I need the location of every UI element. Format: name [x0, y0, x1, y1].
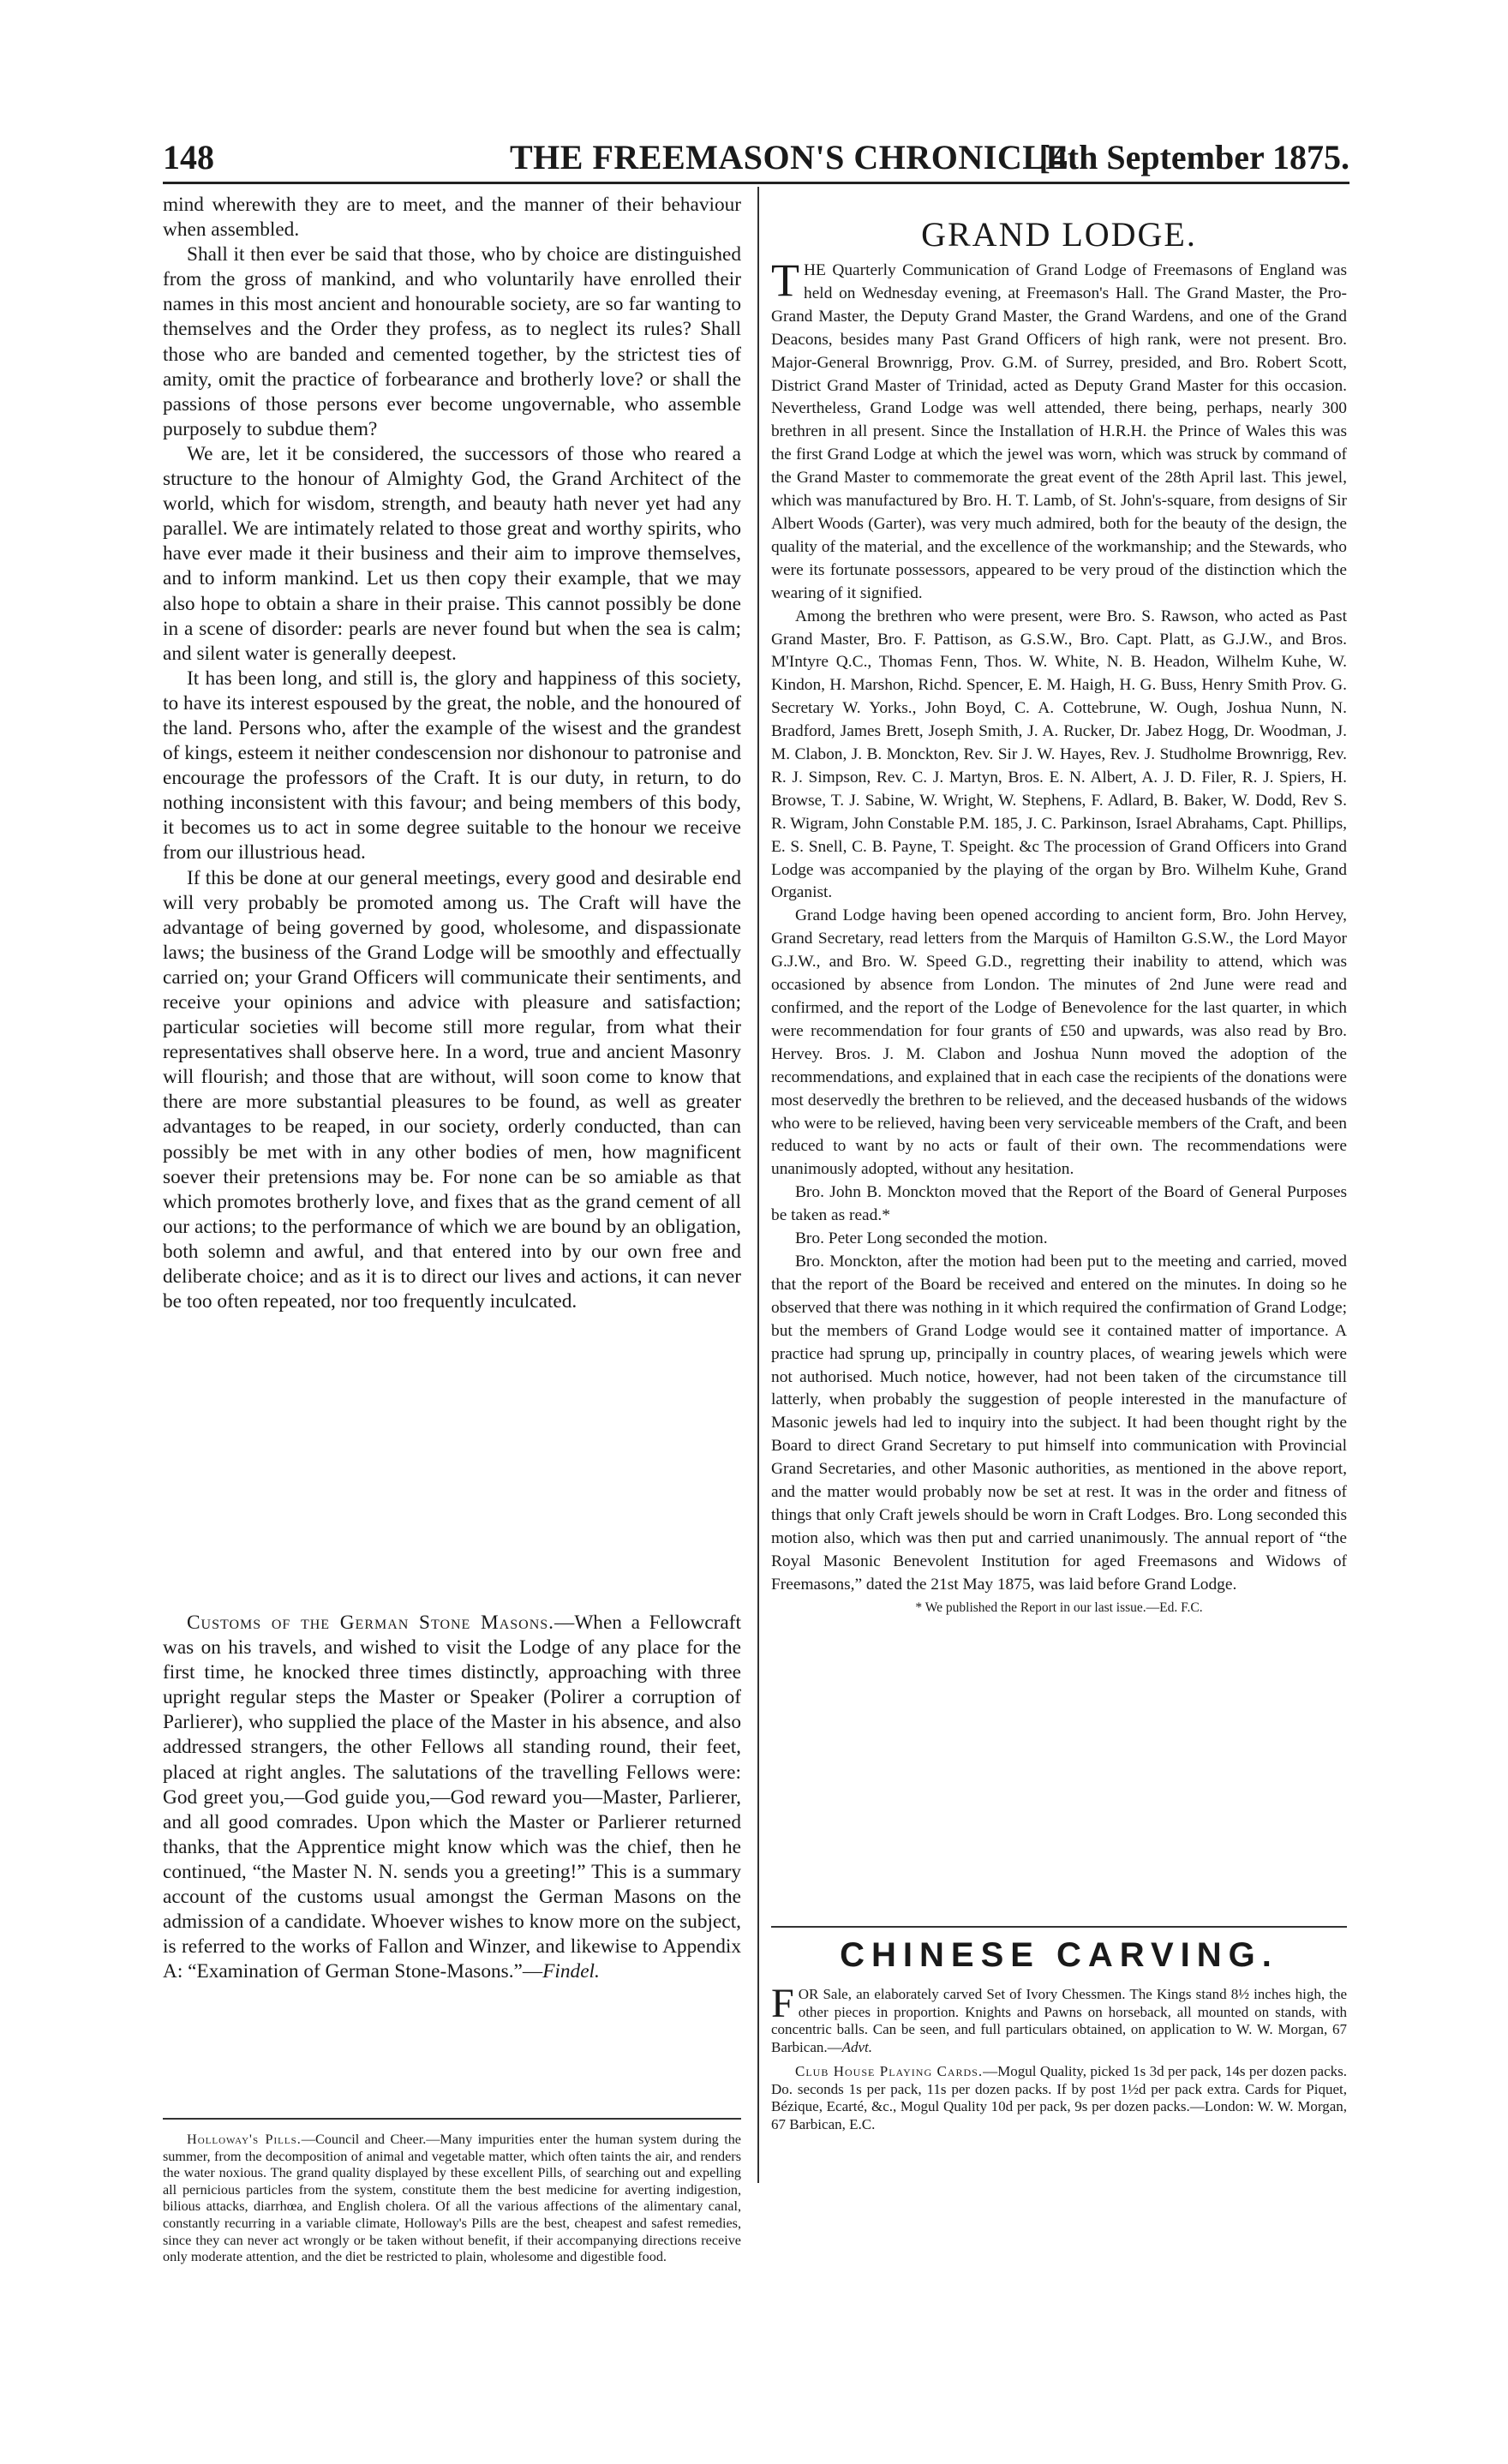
- grand-lodge-paragraph: Bro. John B. Monckton moved that the Report of the Board of General Purposes be taken as read.*: [771, 1183, 1347, 1225]
- customs-text: —When a Fellowcraft was on his travels, and wished to visit the Lodge of any place for the first time, he knocked three times distinctly, approaching with three upright regular steps the Master or Speaker (Polirer a corruption of Parlierer), who supplied the place of the Master in his absence, and also addressed strangers, the other Fellows all standing round, their feet, placed at right angles. The salutations of the travelling Fellows were: God greet you,—God guide you,—God reward you—Master, Parlierer, and all good comrades. Upon which the Master or Parlierer returned thanks, that the Apprentice might know which was the chief, then he continued, “the Master N. N. sends you a greeting!” This is a summary account of the customs usual amongst the German Masons on the admission of a candidate. Whoever wishes to know more on the subject, is referred to the works of Fallon and Winzer, and likewise to Appendix A: “Examination of German Stone-Masons.”—: [163, 1612, 742, 1983]
- issue-date: [4th September 1875.: [1038, 138, 1349, 176]
- holloway-text: —Council and Cheer.—Many impurities enter the human system during the summer, from the decomposition of animal and vegetable matter, which often taints the air, and renders the water noxious. The grand quality displayed by these excellent Pills, of searching out and expelling all pernicious particles from the system, constitute them the best medicine for averting indigestion, bilious attacks, diarrhœa, and English cholera. Of all the various affections of the alimentary canal, constantly recurring in a variable climate, Holloway's Pills are the best, cheapest and safest remedies, since they can never act wrongly or be taken without benefit, if their accompanying directions receive only moderate attention, and the diet be restricted to plain, wholesome and digestible food.: [163, 2132, 741, 2265]
- customs-paragraph: [163, 1611, 741, 1984]
- drop-cap: T: [771, 254, 799, 306]
- article-paragraph: Shall it then ever be said that those, who by choice are distinguished from the gross of mankind, and who voluntarily have enrolled their names in this most ancient and honourable society, are so far wanting to themselves and the Order they profess, as to neglect its rules? Shall those who are banded and cemented together, by the strictest ties of amity, omit the practice of forbearance and brotherly love? or shall the passions of those persons ever become ungovernable, who assemble purposely to subdue them?: [163, 243, 741, 440]
- grand-lodge-paragraph: Bro. Peter Long seconded the motion.: [795, 1229, 1048, 1248]
- article-paragraph: It has been long, and still is, the glory and happiness of this society, to have its interest espoused by the great, the noble, and the honoured of the land. Persons who, after the example of the wisest and the grandest of kings, esteem it neither condescension nor dishonour to patronise and encourage the professors of the Craft. It is our duty, in return, to do nothing inconsistent with this favour; and being members of this body, it becomes us to act in some degree suitable to the honour we receive from our illustrious head.: [163, 667, 741, 864]
- grand-lodge-article: [771, 254, 1347, 1619]
- customs-article: [163, 1611, 741, 1984]
- chessmen-text: OR Sale, an elaborately carved Set of Ivory Chessmen. The Kings stand 8½ inches high, the other pieces in proportion. Knights and Pawns on horseback, all mounted on stands, with concentric balls. Can be seen, and full particulars obtained, on application to W. W. Morgan, 67 Barbican.—: [771, 1986, 1347, 2055]
- left-column-article: [163, 193, 741, 1314]
- grand-lodge-paragraph: Grand Lodge having been opened according to ancient form, Bro. John Hervey, Grand Secretary, read letters from the Marquis of Hamilton G.S.W., the Lord Mayor G.J.W., and Bro. W. Speed G.D., regretting their inability to attend, which was occasioned by absence from London. The minutes of 2nd June were read and confirmed, and the report of the Lodge of Benevolence for the last quarter, in which were recommendation for four grants of £50 and upwards, was also read by Bro. Hervey. Bros. J. M. Clabon and Joshua Nunn moved the adoption of the recommendations, and explained that in each case the recipients of the donations were most deservedly the brethren to be relieved, and the deceased husbands of the widows who were to be relieved, having been very serviceable members of the Craft, and been reduced to want by no acts or fault of their own. The recommendations were unanimously adopted, without any hesitation.: [771, 906, 1347, 1179]
- holloway-heading: Holloway's Pills.: [187, 2132, 302, 2147]
- page-number: 148: [163, 138, 214, 176]
- chinese-carving-advert: [771, 1981, 1347, 2133]
- chinese-carving-title: CHINESE CARVING.: [840, 1936, 1278, 1974]
- grand-lodge-title: GRAND LODGE.: [921, 215, 1197, 254]
- column-divider: [757, 187, 759, 2183]
- header-rule: [163, 182, 1349, 184]
- playing-cards-ad: [771, 2063, 1347, 2133]
- grand-lodge-paragraph: Bro. Monckton, after the motion had been put to the meeting and carried, moved that the report of the Board be received and entered on the minutes. In doing so he observed that there was nothing in it which required the confirmation of Grand Lodge; but the members of Grand Lodge would see it contained matter of importance. A practice had sprung up, principally in country places, of wearing jewels which were not authorised. Much notice, however, had not been taken of the circumstance till latterly, when probably the suggestion of people interested in the manufacture of Masonic jewels had led to inquiry into the subject. It had been thought right by the Board to direct Grand Secretary to put himself into communication with Provincial Grand Secretaries, and other Masonic authorities, as mentioned in the above report, and the matter would probably now be set at rest. It was in the order and fitness of things that only Craft jewels should be worn in Craft Lodges. Bro. Long seconded this motion also, which was then put and carried unanimously. The annual report of “the Royal Masonic Benevolent Institution for aged Freemasons and Widows of Freemasons,” dated the 21st May 1875, was laid before Grand Lodge.: [771, 1252, 1347, 1594]
- article-paragraph: mind wherewith they are to meet, and the manner of their behaviour when assembled.: [163, 194, 741, 242]
- article-paragraph: We are, let it be considered, the successors of those who reared a structure to the honour of Almighty God, the Grand Architect of the world, which for wisdom, strength, and beauty hath never yet had any parallel. We are intimately related to those great and worthy spirits, who have ever made it their business and their aim to improve themselves, and to inform mankind. Let us then copy their example, that we may also hope to obtain a share in their praise. This cannot possibly be done in a scene of disorder: pearls are never found but when the sea is calm; and silent water is generally deepest.: [163, 442, 741, 665]
- grand-lodge-paragraph: Among the brethren who were present, were Bro. S. Rawson, who acted as Past Grand Master, Bro. F. Pattison, as G.S.W., Bro. Capt. Platt, as G.J.W., and Bros. M'Intyre Q.C., Thomas Fenn, Thos. W. White, N. B. Headon, Wilhelm Kuhe, W. Kindon, H. Marshon, Richd. Spencer, E. M. Haigh, H. G. Buss, Henry Smith Prov. G. Secretary W. Yorks., John Boyd, C. A. Cottebrune, W. Ough, Joshua Nunn, N. Bradford, James Brett, Joseph Smith, J. A. Rucker, Dr. Jabez Hogg, Dr. Woodman, J. M. Clabon, J. B. Monckton, Rev. Sir J. W. Hayes, Rev. J. Studholme Brownrigg, Rev. R. J. Simpson, Rev. C. J. Martyn, Bros. E. N. Albert, A. J. D. Filer, R. J. Spiers, H. Browse, T. J. Sabine, W. Wright, W. Stephens, F. Adlard, B. Baker, W. Dodd, Rev S. R. Wigram, John Constable P.M. 185, J. C. Parkinson, Israel Abrahams, Capt. Phillips, E. S. Snell, C. B. Payne, T. Speight. &c The procession of Grand Officers into Grand Lodge was accompanied by the playing of the organ by Bro. Wilhelm Kuhe, Grand Organist.: [771, 607, 1347, 902]
- grand-lodge-paragraph: [771, 254, 1347, 606]
- page-header: [163, 129, 1349, 180]
- drop-cap: F: [771, 1981, 794, 2026]
- advt-mark: Advt.: [841, 2038, 873, 2055]
- customs-source: Findel.: [542, 1960, 600, 1983]
- footnote: * We published the Report in our last issue.—Ed. F.C.: [915, 1600, 1203, 1615]
- chessmen-ad: [771, 1981, 1347, 2056]
- holloway-paragraph: [163, 2132, 741, 2266]
- article-paragraph: If this be done at our general meetings, every good and desirable end will very probably be promoted among us. The Craft will have the advantage of being governed by good, wholesome, and dispassionate laws; the business of the Grand Lodge will be smoothly and effectually carried on; your Grand Officers will communicate their sentiments, and receive your opinions and advice with pleasure and satisfaction; particular societies will become still more regular, from what their representatives shall observe here. In a word, true and ancient Masonry will flourish; and those that are without, will soon come to know that there are more substantial pleasures to be found, as well as greater advantages to be reaped, in our society, orderly conducted, than can possibly be met with in any other bodies of men, how magnificent soever their pretensions may be. For none can be so amiable as that which promotes brotherly love, and fixes that as the grand cement of all our actions; to the performance of which we are bound by an obligation, both solemn and awful, and that entered into by our own free and deliberate choice; and as it is to direct our lives and actions, it can never be too often repeated, nor too frequently inculcated.: [163, 866, 741, 1313]
- publication-title: THE FREEMASON'S CHRONICLE.: [510, 138, 1079, 176]
- section-rule-right: [771, 1926, 1347, 1928]
- cards-heading: Club House Playing Cards.: [795, 2063, 984, 2079]
- cards-text: —Mogul Quality, picked 1s 3d per pack, 14s per dozen packs. Do. seconds 1s per pack, 11s per dozen packs. If by post 1½d per pack extra. Cards for Piquet, Bézique, Ecarté, &c., Mogul Quality 10d per pack, 9s per dozen packs.—London: W. W. Morgan, 67 Barbican, E.C.: [771, 2063, 1347, 2132]
- holloway-advert: [163, 2132, 741, 2266]
- customs-heading: Customs of the German Stone Masons.: [187, 1612, 555, 1634]
- section-rule-left: [163, 2118, 741, 2120]
- grand-lodge-first-text: HE Quarterly Communication of Grand Lodge of Freemasons of England was held on Wednesday evening, at Freemason's Hall. The Grand Master, the Pro-Grand Master, the Deputy Grand Master, the Grand Wardens, and one of the Grand Deacons, besides many Past Grand Officers of high rank, were not present. Bro. Major-General Brownrigg, Prov. G.M. of Surrey, presided, and Bro. Robert Scott, District Grand Master of Trinidad, acted as Deputy Grand Master for this occasion. Nevertheless, Grand Lodge was well attended, there being, perhaps, nearly 300 brethren in all present. Since the Installation of H.R.H. the Prince of Wales this was the first Grand Lodge at which the jewel was worn, which was struck by command of the Grand Master to commemorate the great event of the 28th April last. This jewel, which was manufactured by Bro. H. T. Lamb, of St. John's-square, from designs of Sir Albert Woods (Garter), was very much admired, both for the beauty of the design, the quality of the material, and the excellence of the workmanship; and the Stewards, who were its fortunate possessors, appeared to be very proud of the distinction which the wearing of it signified.: [771, 261, 1347, 602]
